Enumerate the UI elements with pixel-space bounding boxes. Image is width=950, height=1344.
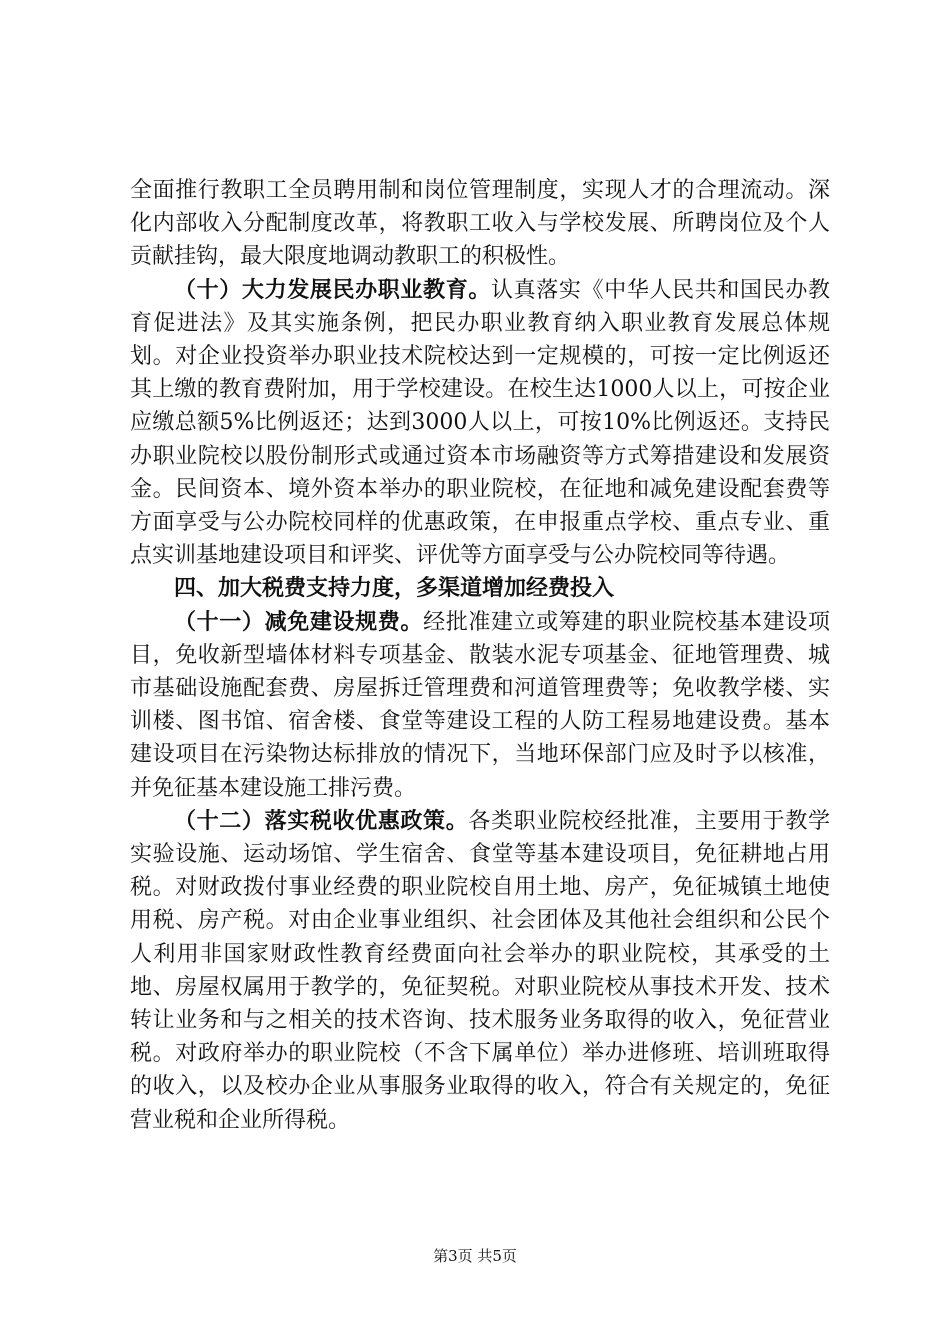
paragraph-section-12 (130, 805, 830, 1137)
paragraph-text: 认真落实《中华人民共和国民办教育促进法》及其实施条例，把民办职业教育纳入职业教育发展总体规划。对企业投资举办职业技术院校达到一定规模的，可按一定比例返还其上缴的教育费附加，用于学校建设。在校生达1000人以上，可按企业应缴总额5%比例返还；达到3000人以上，可按10%比例返还。支持民办职业院校以股份制形式或通过资本市场融资等方式筹措建设和发展资金。民间资本、境外资本举办的职业院校，在征地和减免建设配套费等方面享受与公办院校同样的优惠政策，在申报重点学校、重点专业、重点实训基地建设项目和评奖、评优等方面享受与公办院校同等待遇。 (130, 277, 830, 569)
section-lead: （十一）减免建设规费。 (174, 608, 424, 635)
chapter-heading: 四、加大税费支持力度，多渠道增加经费投入 (174, 575, 615, 602)
paragraph-continuation (130, 174, 830, 274)
paragraph-text: 各类职业院校经批准，主要用于教学实验设施、运动场馆、学生宿舍、食堂等基本建设项目，免征耕地占用税。对财政拨付事业经费的职业院校自用土地、房产，免征城镇土地使用税、房产税。对由企业事业组织、社会团体及其他社会组织和公民个人利用非国家财政性教育经费面向社会举办的职业院校，其承受的土地、房屋权属用于教学的，免征契税。对职业院校从事技术开发、技术转让业务和与之相关的技术咨询、技术服务业务取得的收入，免征营业税。对政府举办的职业院校（不含下属单位）举办进修班、培训班取得的收入，以及校办企业从事服务业取得的收入，符合有关规定的，免征营业税和企业所得税。 (130, 808, 830, 1133)
page-number-footer: 第3页 共5页 (433, 1247, 517, 1265)
paragraph-text: 经批准建立或筹建的职业院校基本建设项目，免收新型墙体材料专项基金、散装水泥专项基金、征地管理费、城市基础设施配套费、房屋拆迁管理费和河道管理费等；免收教学楼、实训楼、图书馆、宿舍楼、食堂等建设工程的人防工程易地建设费。基本建设项目在污染物达标排放的情况下，当地环保部门应及时予以核准，并免征基本建设施工排污费。 (130, 609, 830, 801)
section-lead: （十）大力发展民办职业教育。 (174, 276, 491, 303)
paragraph-section-11 (130, 606, 830, 805)
paragraph-section-10 (130, 274, 830, 573)
paragraph-text: 全面推行教职工全员聘用制和岗位管理制度，实现人才的合理流动。深化内部收入分配制度改革，将教职工收入与学校发展、所聘岗位及个人贡献挂钩，最大限度地调动教职工的积极性。 (130, 178, 830, 270)
section-lead: （十二）落实税收优惠政策。 (174, 807, 469, 834)
document-body (130, 174, 830, 1137)
